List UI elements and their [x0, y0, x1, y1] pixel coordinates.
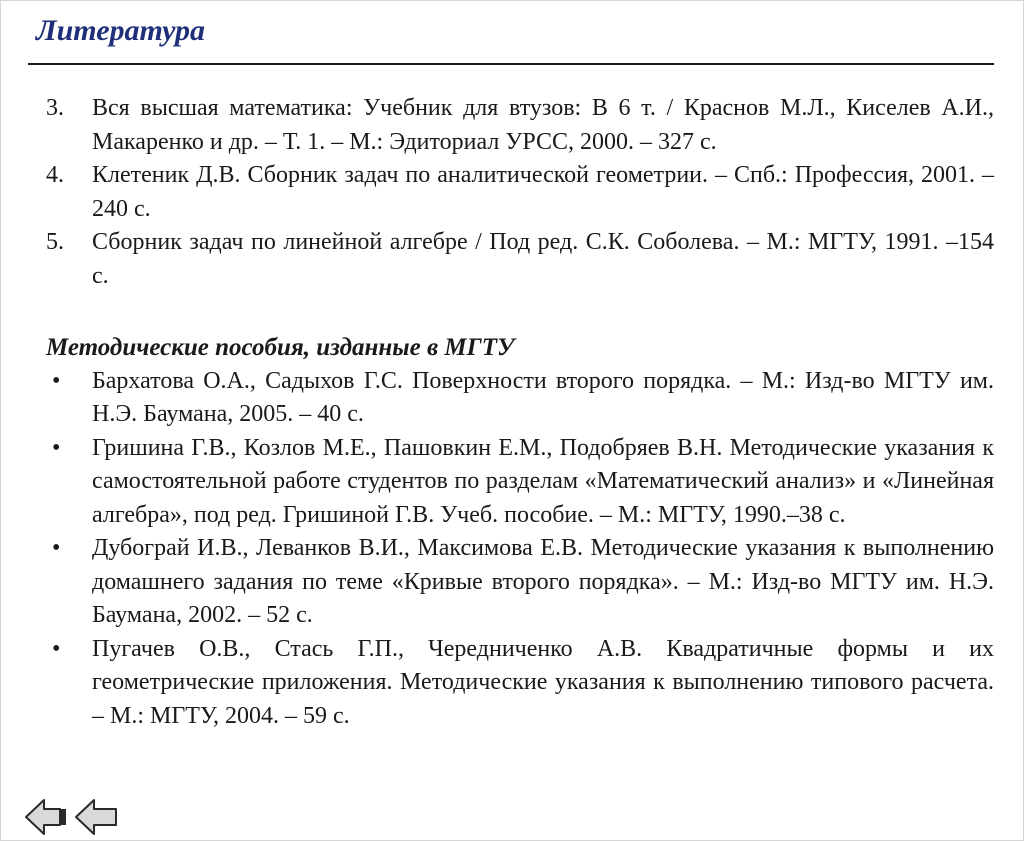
reference-item [46, 92, 994, 159]
previous-slide-button[interactable] [74, 798, 118, 836]
reference-number: 4. [46, 162, 64, 188]
reference-text: Вся высшая математика: Учебник для втузов: В 6 т. / Краснов М.Л., Киселев А.И., Макаренко и др. – Т. 1. – М.: Эдиториал УРСС, 2000. – 327 с. [92, 95, 994, 155]
list-item-text: Бархатова О.А., Садыхов Г.С. Поверхности второго порядка. – М.: Изд-во МГТУ им. Н.Э. Баумана, 2005. – 40 с. [92, 367, 994, 427]
list-item-text: Пугачев О.В., Стась Г.П., Чередниченко А.В. Квадратичные формы и их геометрические приложения. Методические указания к выполнению типового расчета. – М.: МГТУ, 2004. – 59 с. [92, 635, 994, 729]
reference-number: 5. [46, 229, 64, 255]
reference-item [46, 159, 994, 226]
reference-text: Клетеник Д.В. Сборник задач по аналитической геометрии. – Спб.: Профессия, 2001. – 240 с. [92, 162, 994, 222]
bullet-icon: • [52, 635, 61, 662]
first-slide-button[interactable] [24, 798, 68, 836]
arrow-left-icon [74, 798, 118, 836]
reference-number: 3. [46, 95, 64, 121]
list-item [46, 532, 994, 633]
bullet-icon: • [52, 367, 61, 394]
list-item [46, 633, 994, 734]
list-item-text: Гришина Г.В., Козлов М.Е., Пашовкин Е.М., Подобряев В.Н. Методические указания к самостоятельной работе студентов по разделам «Математический анализ» и «Линейная алгебра», под ред. Гришиной Г.В. Учеб. пособие. – М.: МГТУ, 1990.–38 с. [92, 434, 994, 528]
reference-text: Сборник задач по линейной алгебре / Под ред. С.К. Соболева. – М.: МГТУ, 1991. –154 с. [92, 229, 994, 289]
list-item [46, 432, 994, 533]
list-item [46, 365, 994, 432]
title-divider [28, 63, 994, 65]
arrow-left-bar-icon [24, 798, 68, 836]
section-heading: Методические пособия, изданные в МГТУ [46, 334, 515, 361]
page-title: Литература [36, 14, 206, 47]
slide-content [46, 92, 994, 733]
list-item-text: Дубограй И.В., Леванков В.И., Максимова Е.В. Методические указания к выполнению домашнего задания по теме «Кривые второго порядка». – М.: Изд-во МГТУ им. Н.Э. Баумана, 2002. – 52 с. [92, 535, 994, 628]
bullet-icon: • [52, 434, 61, 461]
reference-item [46, 226, 994, 293]
bullet-icon: • [52, 535, 61, 561]
